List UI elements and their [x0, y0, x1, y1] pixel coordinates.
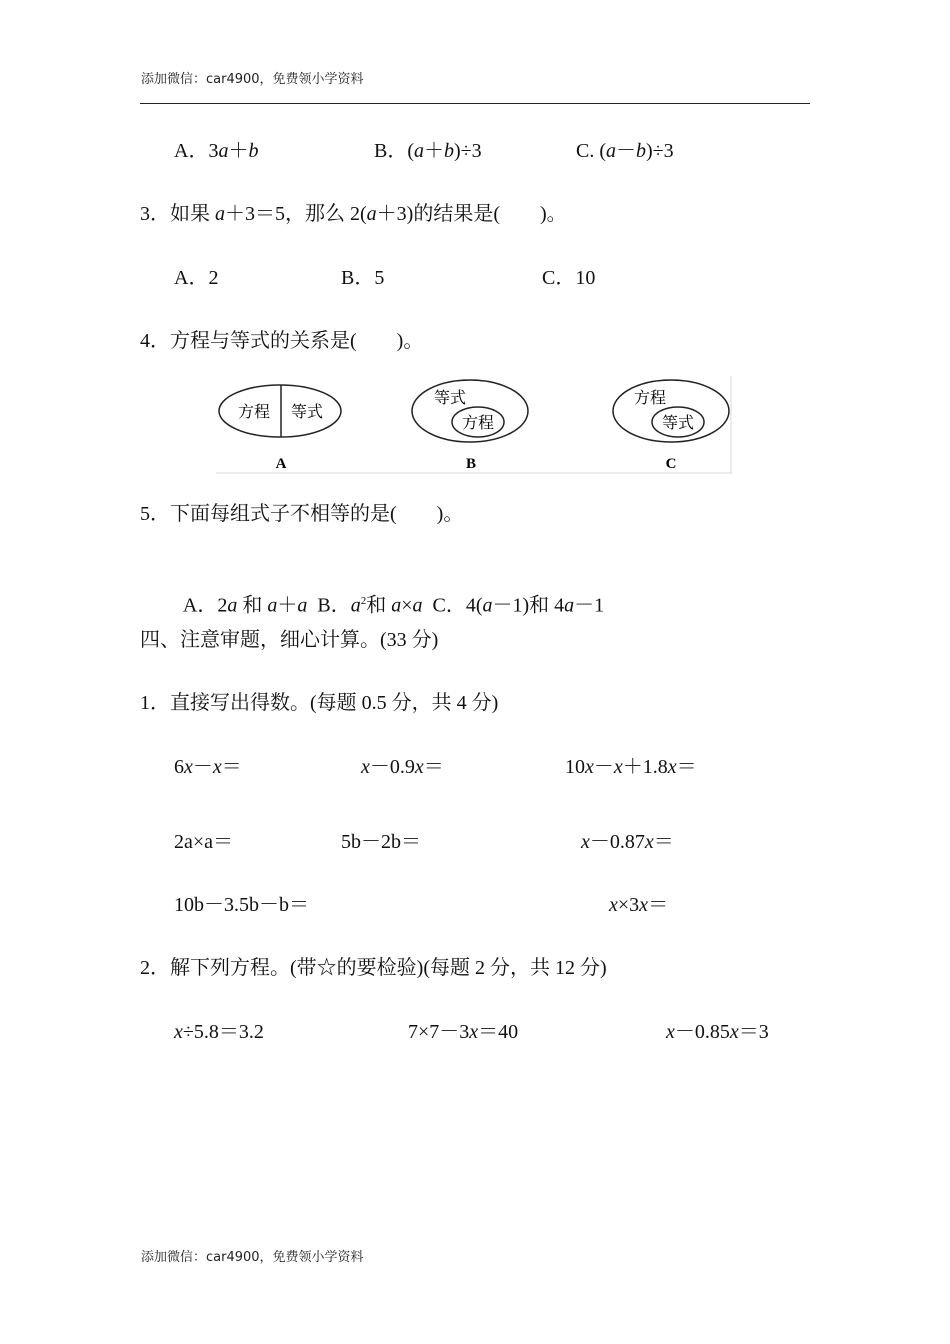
venn-option-b	[412, 380, 528, 472]
q3-option-a: A．2	[174, 267, 219, 289]
venn-option-c	[613, 380, 729, 472]
s4-question-2: 2．解下列方程。(带☆的要检验)(每题 2 分，共 12 分)	[140, 957, 607, 979]
calc-item-1: 6x－x＝	[174, 756, 242, 778]
venn-c-inner-label: 等式	[661, 413, 695, 432]
calc-item-4: 2a×a＝	[174, 831, 234, 853]
q2-option-c: C. (a－b)÷3	[576, 140, 674, 162]
venn-c-outer-label: 方程	[633, 388, 667, 407]
question-3: 3．如果 a＋3＝5，那么 2(a＋3)的结果是( )。	[140, 203, 567, 225]
q4-venn-figure	[216, 376, 732, 474]
q3-option-c: C．10	[542, 267, 596, 289]
section-4-title: 四、注意审题，细心计算。(33 分)	[140, 629, 439, 651]
venn-a-caption: A	[275, 456, 287, 472]
venn-option-a	[219, 385, 341, 472]
calc-item-8: x×3x＝	[609, 894, 669, 916]
q3-option-b: B．5	[341, 267, 385, 289]
question-5: 5．下面每组式子不相等的是( )。	[140, 503, 464, 525]
venn-a-right-label: 等式	[290, 402, 324, 421]
q2-option-a: A．3a＋b	[174, 140, 259, 162]
venn-b-caption: B	[465, 456, 477, 472]
calc-item-5: 5b－2b＝	[341, 831, 421, 853]
venn-a-left-label: 方程	[237, 402, 271, 421]
calc-item-2: x－0.9x＝	[361, 756, 444, 778]
calc-item-3: 10x－x＋1.8x＝	[565, 756, 697, 778]
q2-option-b: B．(a＋b)÷3	[374, 140, 482, 162]
equation-1: x÷5.8＝3.2	[174, 1021, 264, 1043]
calc-item-7: 10b－3.5b－b＝	[174, 894, 309, 916]
venn-c-caption: C	[665, 456, 677, 472]
page-footer: 添加微信：car4900，免费领小学资料	[141, 1250, 364, 1265]
equation-2: 7×7－3x＝40	[408, 1021, 519, 1043]
header-divider	[140, 103, 810, 104]
venn-b-inner-label: 方程	[461, 413, 495, 432]
page-header: 添加微信：car4900，免费领小学资料	[141, 72, 364, 87]
venn-b-outer-label: 等式	[433, 388, 467, 407]
q5-options: A．2a 和 a＋a B．$a^2$和 a×a C．4(a－1)和 4a－1	[182, 594, 605, 617]
s4-question-1: 1．直接写出得数。(每题 0.5 分，共 4 分)	[140, 692, 499, 714]
equation-3: x－0.85x＝3	[666, 1021, 769, 1043]
question-4: 4．方程与等式的关系是( )。	[140, 330, 424, 352]
calc-item-6: x－0.87x＝	[581, 831, 674, 853]
